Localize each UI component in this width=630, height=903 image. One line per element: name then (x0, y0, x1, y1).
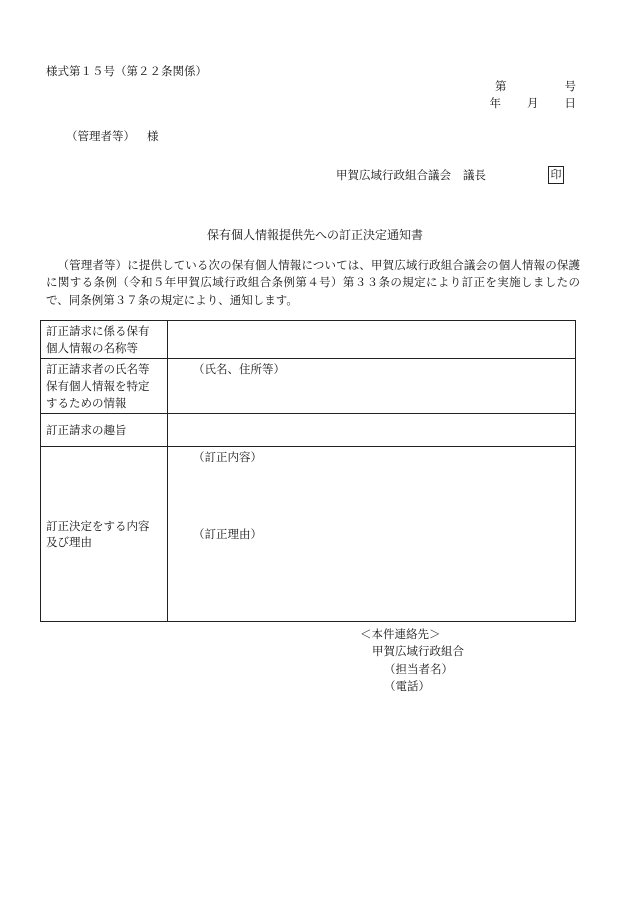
value-decision (168, 447, 576, 622)
sender-line (336, 167, 486, 184)
contact-block (360, 626, 464, 695)
contact-organization: 甲賀広域行政組合 (372, 644, 464, 659)
label-purpose-line1: 訂正請求の趣旨 (46, 423, 127, 438)
value-subject (168, 321, 576, 359)
label-subject-line1: 訂正請求に係る保有 (46, 324, 150, 338)
label-requester (41, 359, 168, 414)
form-number: 様式第１５号（第２２条関係） (46, 64, 207, 78)
table-row-requester (41, 359, 576, 414)
value-purpose (168, 414, 576, 447)
date-month: 月 (527, 96, 539, 110)
value-requester (168, 359, 576, 414)
label-decision-line1: 訂正決定をする内容 (46, 518, 150, 533)
addressee-honorific: 様 (147, 129, 159, 143)
label-requester-line3: するための情報 (46, 395, 127, 410)
table-row-purpose (41, 414, 576, 447)
addressee-name: （管理者等） (66, 129, 135, 143)
table-row-decision (41, 447, 576, 622)
addressee-line (66, 128, 159, 145)
label-decision-line2: 及び理由 (46, 535, 92, 550)
contact-heading: ＜本件連絡先＞ (360, 627, 441, 641)
label-requester-line2: 保有個人情報を特定 (46, 379, 150, 394)
correction-content-label: （訂正内容） (193, 450, 262, 465)
seal-mark: 印 (548, 166, 564, 184)
correction-reason-label: （訂正理由） (193, 527, 262, 542)
document-title: 保有個人情報提供先への訂正決定通知書 (206, 228, 423, 242)
info-table (40, 320, 576, 622)
body-paragraph: （管理者等）に提供している次の保有個人情報については、甲賀広域行政組合議会の個人情報の保護に関する条例（令和５年甲賀広域行政組合条例第４号）第３３条の規定により訂正を実施しましたので、同条例第３７条の規定により、通知します。 (46, 258, 580, 307)
sender-title: 議長 (463, 168, 486, 182)
contact-person: （担当者名） (384, 661, 453, 676)
date-year: 年 (489, 96, 501, 110)
number-suffix: 号 (564, 79, 576, 93)
label-subject-line2: 個人情報の名称等 (46, 340, 138, 355)
contact-phone: （電話） (384, 678, 430, 693)
label-purpose (41, 414, 168, 447)
label-requester-line1: 訂正請求者の氏名等 (46, 362, 150, 377)
requester-placeholder: （氏名、住所等） (193, 362, 285, 377)
sender-organization: 甲賀広域行政組合議会 (336, 168, 451, 182)
document-date-line (490, 95, 577, 112)
label-subject (41, 321, 168, 359)
table-row-subject (41, 321, 576, 359)
label-decision (41, 447, 168, 622)
document-number-line (495, 78, 576, 95)
number-prefix: 第 (495, 79, 507, 93)
date-day: 日 (564, 96, 576, 110)
